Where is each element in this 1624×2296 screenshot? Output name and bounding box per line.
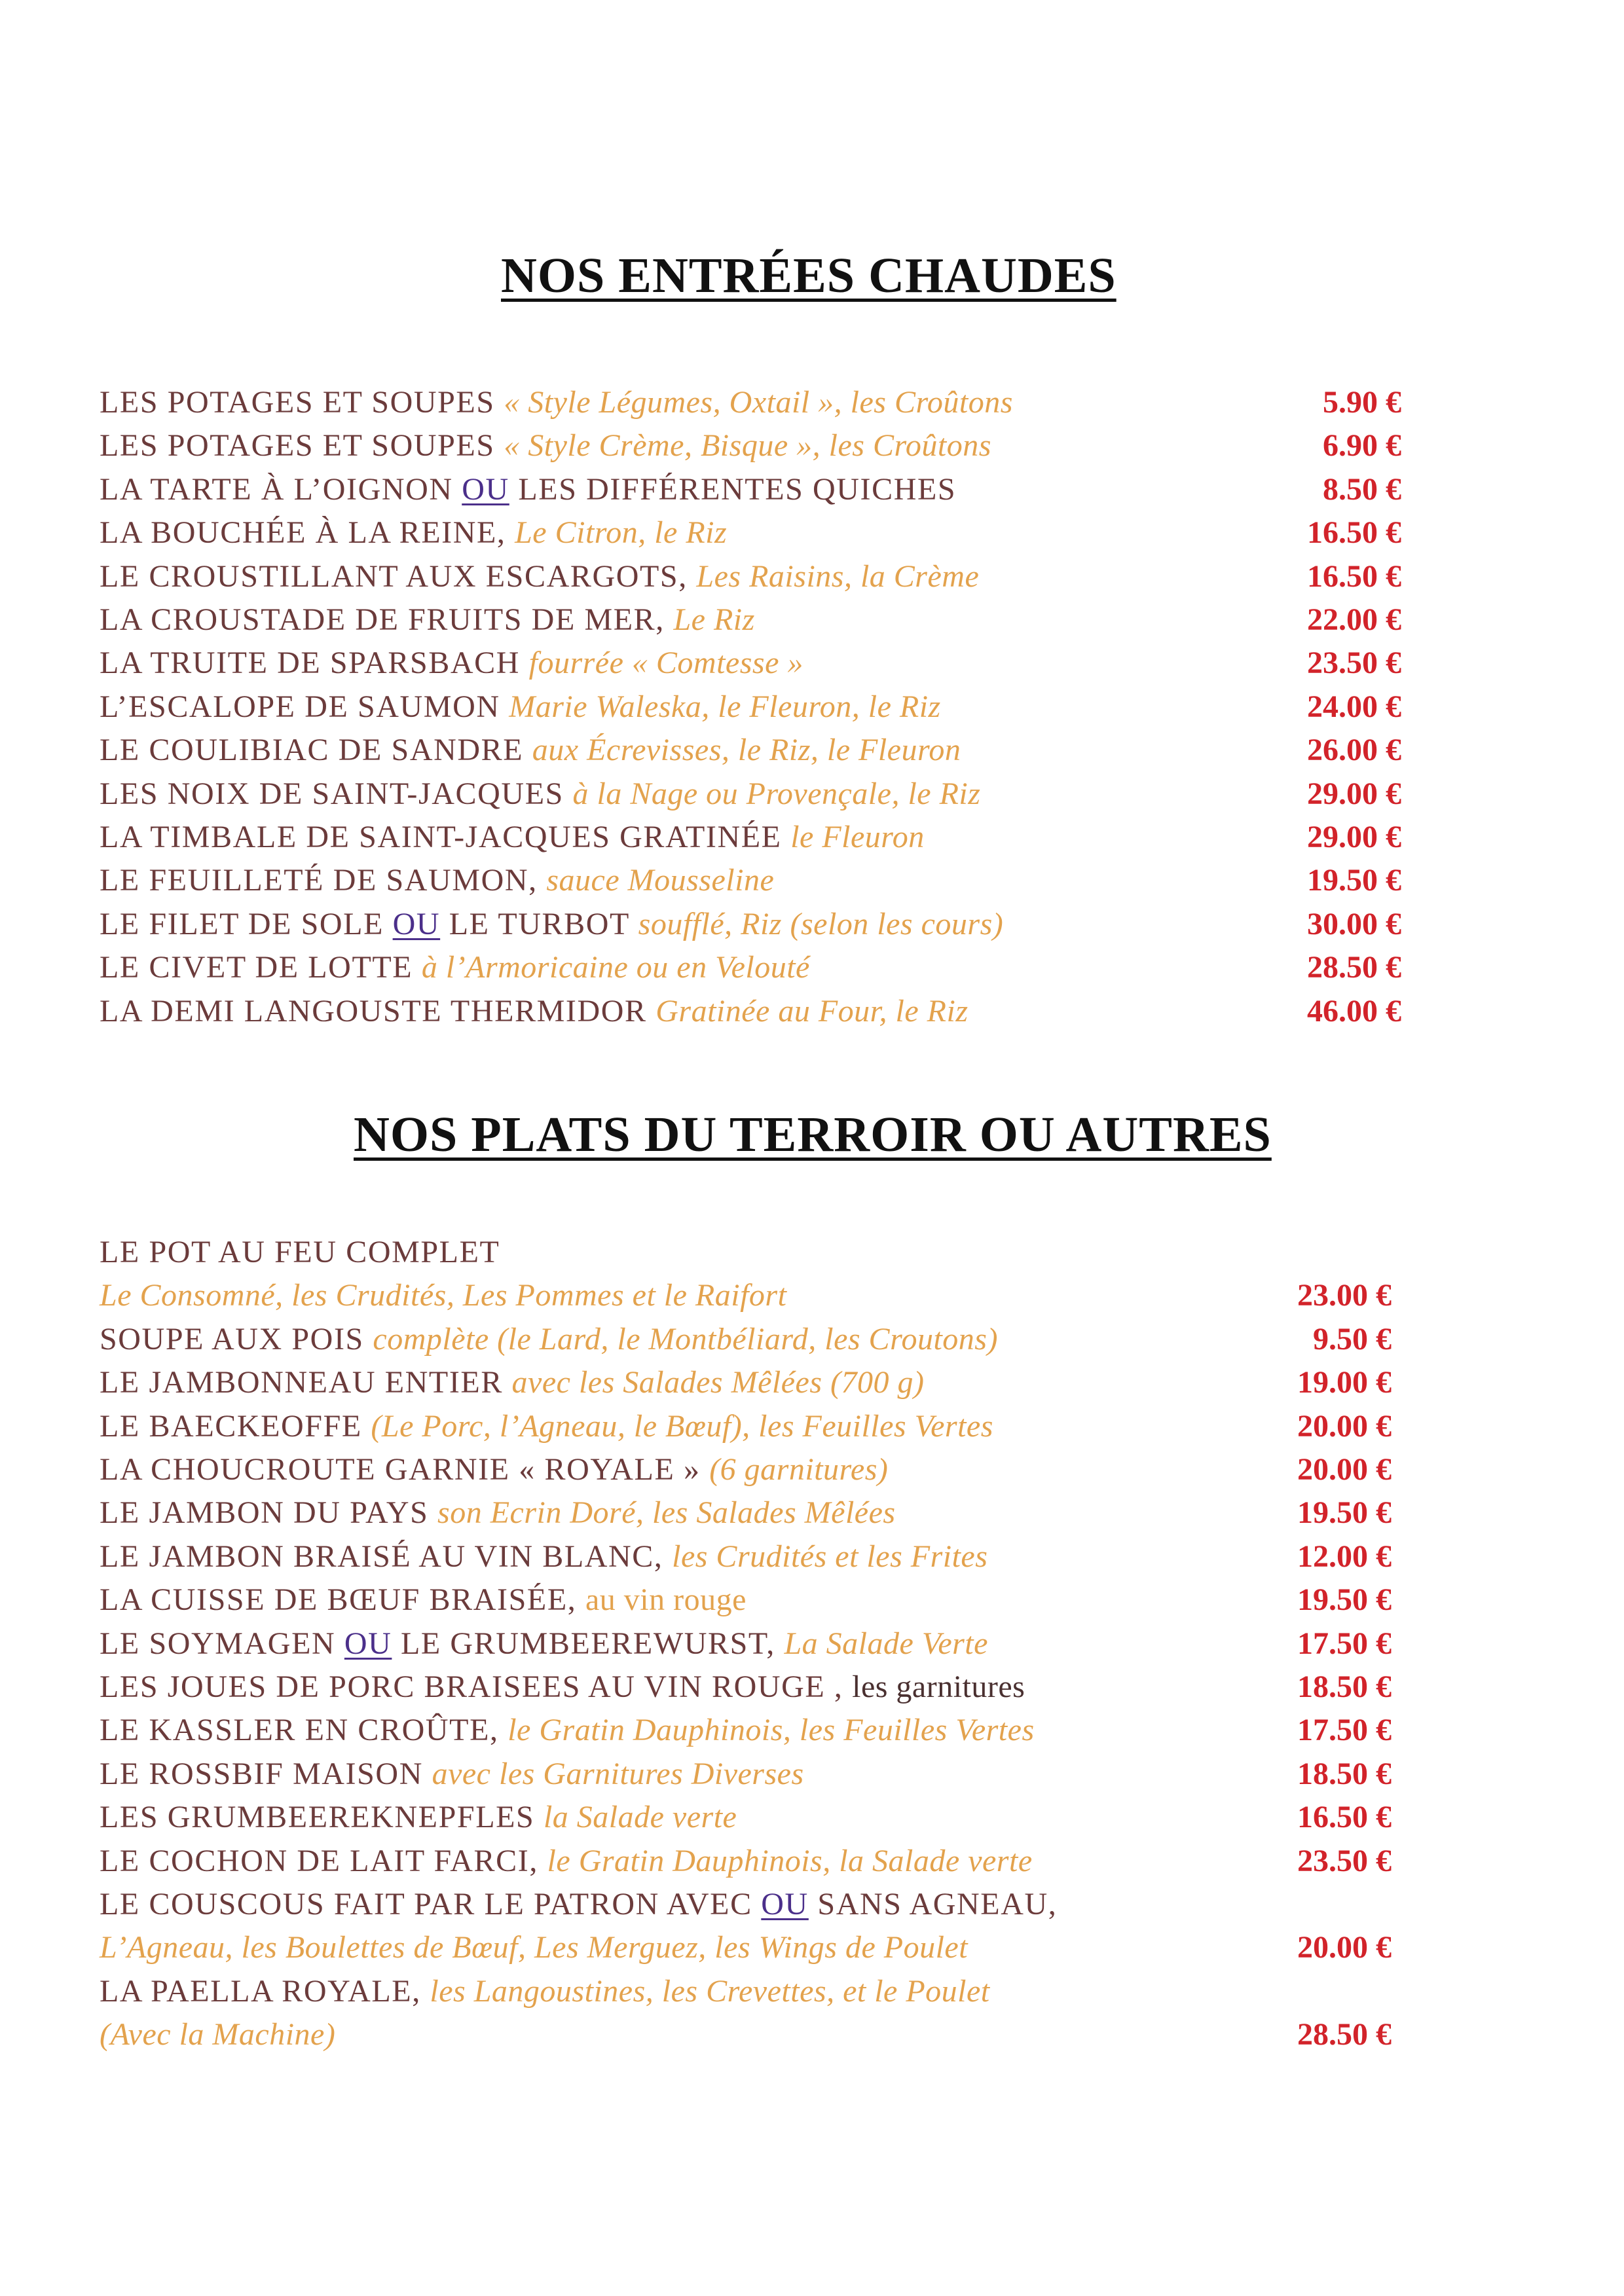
menu-item: [100, 773, 980, 816]
item-price: 28.50 €: [1307, 950, 1401, 985]
section-title-plats: NOS PLATS DU TERROIR OU AUTRES: [354, 1107, 1272, 1162]
menu-item: [100, 1535, 987, 1578]
item-description: Gratinée au Four, le Riz: [655, 994, 969, 1029]
item-description: soufflé, Riz (selon les cours): [638, 907, 1004, 941]
item-price: 29.00 €: [1307, 776, 1401, 811]
item-price: 22.00 €: [1307, 602, 1401, 637]
menu-item: [100, 1926, 968, 1969]
item-price: 16.50 €: [1297, 1800, 1392, 1834]
item-description: Les Raisins, la Crème: [696, 559, 980, 594]
item-name: LE JAMBONNEAU ENTIER: [100, 1365, 512, 1400]
item-price: 16.50 €: [1307, 515, 1401, 550]
menu-item: [100, 729, 961, 772]
item-name: LA TARTE À L’OIGNON: [100, 472, 462, 507]
item-description: le Fleuron: [790, 820, 925, 854]
item-name: L’ESCALOPE DE SAUMON: [100, 689, 509, 724]
item-name: LES DIFFÉRENTES QUICHES: [509, 472, 957, 507]
item-name: LE SOYMAGEN: [100, 1626, 344, 1661]
item-name: LA TRUITE DE SPARSBACH: [100, 646, 529, 680]
item-price: 23.50 €: [1297, 1844, 1392, 1878]
menu-item: [100, 946, 810, 989]
item-description: L’Agneau, les Boulettes de Bœuf, Les Merguez, les Wings de Poulet: [100, 1930, 969, 1965]
item-name: LE JAMBON BRAISÉ AU VIN BLANC,: [100, 1539, 673, 1574]
item-price: 24.00 €: [1307, 689, 1401, 724]
menu-item: [100, 1274, 786, 1317]
item-description: sauce Mousseline: [546, 863, 775, 898]
item-price: 17.50 €: [1297, 1713, 1392, 1747]
item-name: LES JOUES DE PORC BRAISEES AU VIN ROUGE ,: [100, 1669, 853, 1704]
menu-item: [100, 1578, 747, 1622]
item-name: LA CHOUCROUTE GARNIE « ROYALE »: [100, 1452, 710, 1487]
item-name: LES GRUMBEEREKNEPFLES: [100, 1800, 544, 1834]
item-price: 19.50 €: [1297, 1582, 1392, 1617]
item-price: 29.00 €: [1307, 820, 1401, 854]
menu-item: [100, 1318, 998, 1361]
item-price: 23.00 €: [1297, 1278, 1392, 1313]
item-name: LE GRUMBEEREWURST,: [392, 1626, 784, 1661]
item-name: LES POTAGES ET SOUPES: [100, 385, 504, 420]
section-title-entrees: NOS ENTRÉES CHAUDES: [501, 248, 1116, 303]
menu-item: [100, 816, 925, 859]
item-price: 12.00 €: [1297, 1539, 1392, 1574]
item-name: LE JAMBON DU PAYS: [100, 1495, 438, 1530]
item-price: 30.00 €: [1307, 907, 1401, 941]
item-description: les Crudités et les Frites: [672, 1539, 988, 1574]
item-name: LA PAELLA ROYALE,: [100, 1974, 430, 2009]
menu-item: [100, 1796, 737, 1839]
item-name: LA CROUSTADE DE FRUITS DE MER,: [100, 602, 674, 637]
menu-item: [100, 1970, 990, 2013]
menu-item: [100, 598, 755, 642]
menu-item: [100, 1231, 500, 1274]
menu-item: [100, 903, 1003, 946]
menu-item: [100, 555, 979, 598]
item-description: les garnitures: [852, 1669, 1025, 1704]
menu-item: [100, 859, 774, 902]
item-price: 9.50 €: [1313, 1322, 1392, 1357]
item-description: La Salade Verte: [784, 1626, 988, 1661]
item-name: LE CROUSTILLANT AUX ESCARGOTS,: [100, 559, 697, 594]
item-description: (Avec la Machine): [100, 2017, 336, 2052]
item-name: LE ROSSBIF MAISON: [100, 1757, 432, 1791]
item-description: le Gratin Dauphinois, la Salade verte: [547, 1844, 1033, 1878]
item-name: SANS AGNEAU,: [808, 1887, 1058, 1922]
ou-conjunction: OU: [761, 1887, 809, 1922]
item-name: LE COCHON DE LAIT FARCI,: [100, 1844, 547, 1878]
menu-item: [100, 685, 941, 729]
item-name: LE TURBOT: [440, 907, 638, 941]
menu-item: [100, 642, 803, 685]
item-name: LE CIVET DE LOTTE: [100, 950, 422, 985]
item-description: complète (le Lard, le Montbéliard, les Croutons): [373, 1322, 998, 1357]
item-description: Le Consomné, les Crudités, Les Pommes et le Raifort: [100, 1278, 787, 1313]
menu-item: [100, 381, 1013, 424]
item-name: LA CUISSE DE BŒUF BRAISÉE,: [100, 1582, 585, 1617]
item-name: LE POT AU FEU COMPLET: [100, 1235, 500, 1269]
item-price: 19.50 €: [1307, 863, 1401, 898]
item-name: LA TIMBALE DE SAINT-JACQUES GRATINÉE: [100, 820, 791, 854]
item-price: 20.00 €: [1297, 1409, 1392, 1444]
item-name: LES NOIX DE SAINT-JACQUES: [100, 776, 573, 811]
item-description: avec les Garnitures Diverses: [432, 1757, 804, 1791]
item-description: la Salade verte: [543, 1800, 737, 1834]
item-price: 18.50 €: [1297, 1757, 1392, 1791]
item-price: 19.50 €: [1297, 1495, 1392, 1530]
menu-item: [100, 1405, 993, 1448]
menu-item: [100, 468, 956, 511]
item-description: « Style Légumes, Oxtail », les Croûtons: [504, 385, 1013, 420]
item-description: aux Écrevisses, le Riz, le Fleuron: [532, 733, 961, 767]
item-description: Le Riz: [673, 602, 755, 637]
item-description: (Le Porc, l’Agneau, le Bœuf), les Feuilles Vertes: [371, 1409, 993, 1444]
item-description: fourrée « Comtesse »: [528, 646, 803, 680]
item-name: LE FILET DE SOLE: [100, 907, 393, 941]
item-price: 6.90 €: [1323, 428, 1401, 463]
item-name: LE COULIBIAC DE SANDRE: [100, 733, 532, 767]
menu-item: [100, 1709, 1035, 1752]
item-price: 18.50 €: [1297, 1669, 1392, 1704]
item-name: LE BAECKEOFFE: [100, 1409, 371, 1444]
item-description: avec les Salades Mêlées (700 g): [511, 1365, 925, 1400]
menu-item: [100, 990, 969, 1033]
item-name: LA DEMI LANGOUSTE THERMIDOR: [100, 994, 656, 1029]
item-description: « Style Crème, Bisque », les Croûtons: [504, 428, 991, 463]
item-price: 17.50 €: [1297, 1626, 1392, 1661]
item-name: LE COUSCOUS FAIT PAR LE PATRON AVEC: [100, 1887, 762, 1922]
menu-item: [100, 1753, 804, 1796]
item-price: 5.90 €: [1323, 385, 1401, 420]
ou-conjunction: OU: [462, 472, 509, 507]
item-name: LE KASSLER EN CROÛTE,: [100, 1713, 508, 1747]
menu-item: [100, 1491, 896, 1535]
menu-item: [100, 1448, 888, 1491]
item-name: SOUPE AUX POIS: [100, 1322, 373, 1357]
item-price: 28.50 €: [1297, 2017, 1392, 2052]
item-description: à la Nage ou Provençale, le Riz: [572, 776, 981, 811]
menu-item: [100, 1361, 924, 1404]
menu-item: [100, 1883, 1057, 1926]
item-price: 46.00 €: [1307, 994, 1401, 1029]
ou-conjunction: OU: [392, 907, 441, 941]
menu-item: [100, 1666, 1025, 1709]
menu-item: [100, 2013, 335, 2056]
menu-item: [100, 424, 991, 467]
item-description: au vin rouge: [585, 1582, 747, 1617]
item-description: (6 garnitures): [709, 1452, 889, 1487]
item-description: le Gratin Dauphinois, les Feuilles Vertes: [507, 1713, 1035, 1747]
item-name: LA BOUCHÉE À LA REINE,: [100, 515, 515, 550]
item-price: 8.50 €: [1323, 472, 1401, 507]
item-name: LE FEUILLETÉ DE SAUMON,: [100, 863, 547, 898]
ou-conjunction: OU: [344, 1626, 392, 1661]
item-price: 20.00 €: [1297, 1930, 1392, 1965]
item-price: 16.50 €: [1307, 559, 1401, 594]
item-description: Le Citron, le Riz: [515, 515, 728, 550]
item-description: Marie Waleska, le Fleuron, le Riz: [509, 689, 941, 724]
item-description: les Langoustines, les Crevettes, et le Poulet: [430, 1974, 990, 2009]
item-name: LES POTAGES ET SOUPES: [100, 428, 504, 463]
item-price: 23.50 €: [1307, 646, 1401, 680]
item-price: 20.00 €: [1297, 1452, 1392, 1487]
menu-item: [100, 511, 727, 555]
item-price: 26.00 €: [1307, 733, 1401, 767]
item-description: à l’Armoricaine ou en Velouté: [421, 950, 810, 985]
item-price: 19.00 €: [1297, 1365, 1392, 1400]
item-description: son Ecrin Doré, les Salades Mêlées: [437, 1495, 896, 1530]
menu-item: [100, 1840, 1033, 1883]
menu-item: [100, 1622, 988, 1666]
